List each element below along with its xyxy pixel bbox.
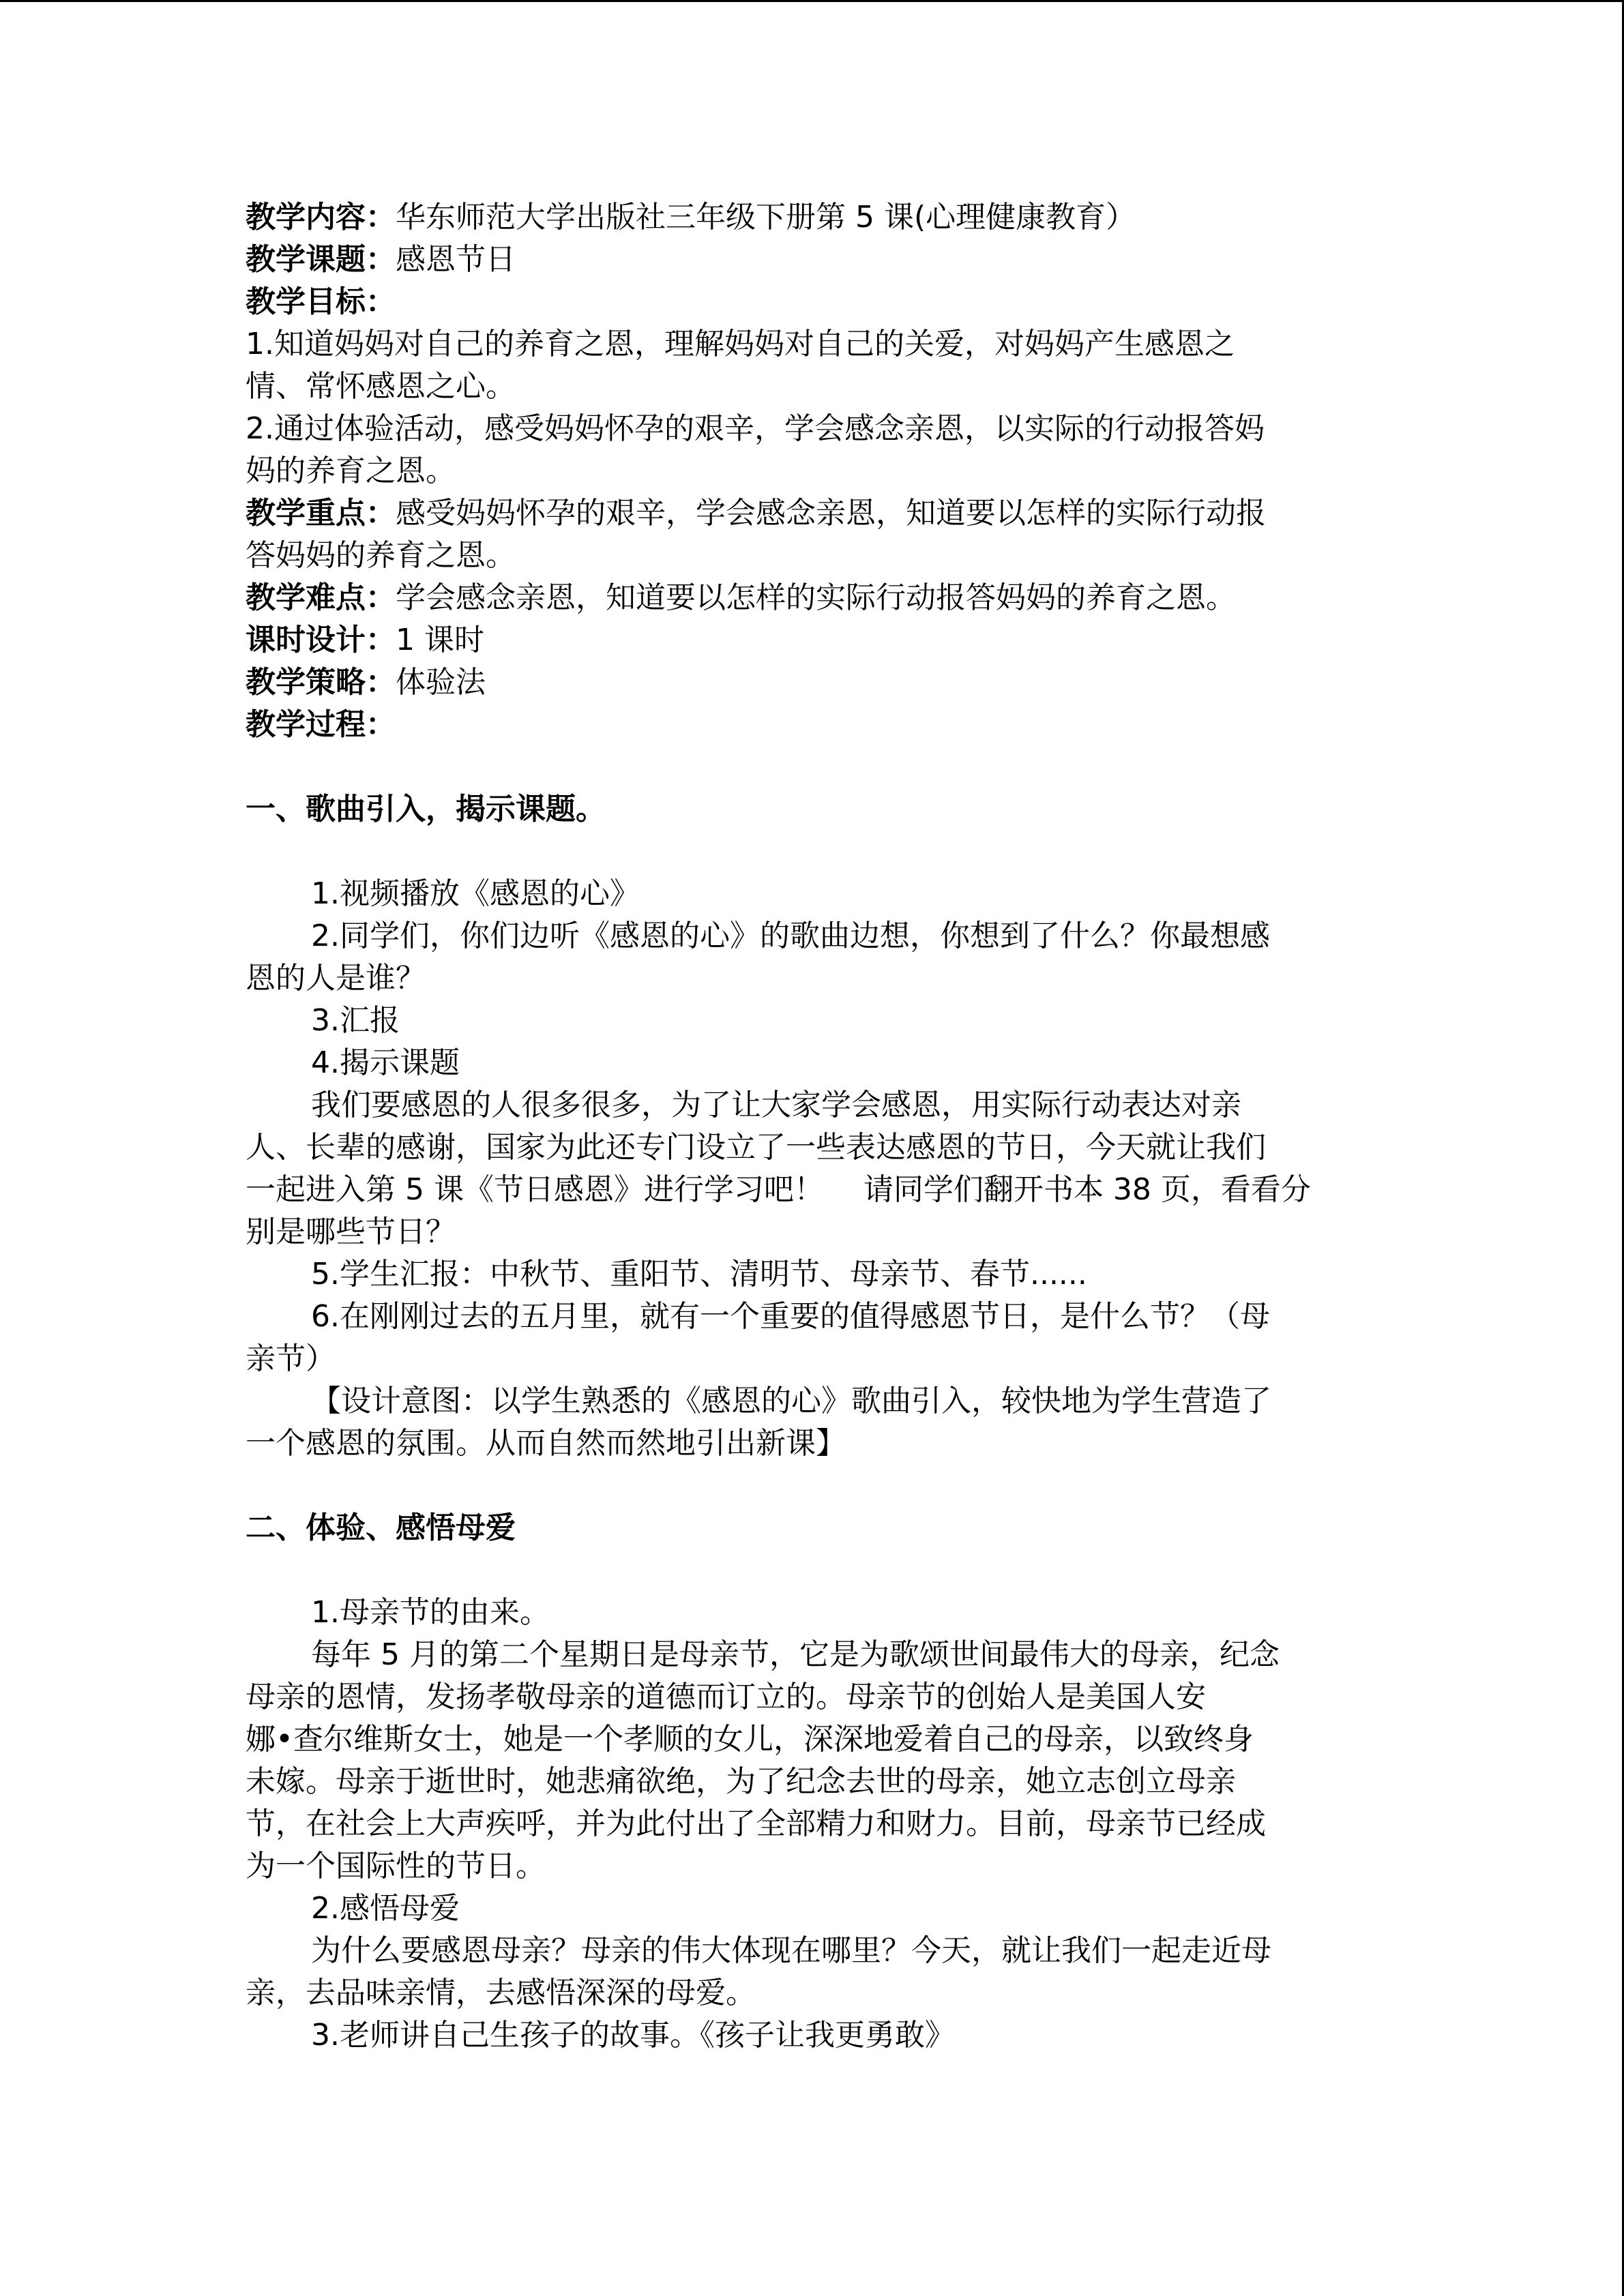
strategy-value: 体验法 xyxy=(396,665,486,700)
paragraph-line: 我们要感恩的人很多很多，为了让大家学会感恩，用实际行动表达对亲 xyxy=(311,1088,1241,1122)
hours-value: 1 课时 xyxy=(396,623,484,657)
key-point-label: 教学重点： xyxy=(246,496,396,531)
hours-row xyxy=(246,619,1378,661)
paragraph-line: 一起进入第 5 课《节日感恩》进行学习吧！ 请同学们翻开书本 38 页，看看分 xyxy=(246,1172,1311,1207)
paragraph-line: 1.视频播放《感恩的心》 xyxy=(311,876,640,911)
paragraph-line: 3.汇报 xyxy=(311,1003,400,1038)
goal-1-line-2: 情、常怀感恩之心。 xyxy=(246,369,516,404)
difficulty-value: 学会感念亲恩，知道要以怎样的实际行动报答妈妈的养育之恩。 xyxy=(396,580,1236,615)
content-label: 教学内容： xyxy=(246,200,396,235)
section-1-title: 一、歌曲引入，揭示课题。 xyxy=(246,792,606,826)
strategy-label: 教学策略： xyxy=(246,665,396,700)
paragraph-line: 5.学生汇报：中秋节、重阳节、清明节、母亲节、春节...... xyxy=(311,1257,1087,1292)
content-row xyxy=(246,196,1378,239)
paragraph-line: 亲，去品味亲情，去感悟深深的母爱。 xyxy=(246,1976,756,2010)
paragraph-line: 3.老师讲自己生孩子的故事。《孩子让我更勇敢》 xyxy=(311,2018,955,2053)
paragraph-line: 【设计意图：以学生熟悉的《感恩的心》歌曲引入，较快地为学生营造了 xyxy=(311,1384,1271,1418)
paragraph-line: 2.同学们，你们边听《感恩的心》的歌曲边想，你想到了什么？你最想感 xyxy=(311,919,1270,953)
paragraph-line: 每年 5 月的第二个星期日是母亲节，它是为歌颂世间最伟大的母亲，纪念 xyxy=(311,1637,1280,1672)
paragraph-line: 恩的人是谁？ xyxy=(246,961,426,996)
goal-2-line-2: 妈的养育之恩。 xyxy=(246,453,456,488)
topic-row xyxy=(246,239,1378,281)
topic-label: 教学课题： xyxy=(246,242,396,277)
hours-label: 课时设计： xyxy=(246,623,396,657)
paragraph-line: 为什么要感恩母亲？母亲的伟大体现在哪里？今天，就让我们一起走近母 xyxy=(311,1933,1271,1968)
paragraph-line: 1.母亲节的由来。 xyxy=(311,1595,550,1630)
paragraph-line: 为一个国际性的节日。 xyxy=(246,1849,546,1883)
topic-value: 感恩节日 xyxy=(396,242,516,277)
difficulty-label: 教学难点： xyxy=(246,580,396,615)
paragraph-line: 母亲的恩情，发扬孝敬母亲的道德而订立的。母亲节的创始人是美国人安 xyxy=(246,1680,1206,1714)
paragraph-line: 人、长辈的感谢，国家为此还专门设立了一些表达感恩的节日，今天就让我们 xyxy=(246,1130,1266,1165)
paragraph-line: 6.在刚刚过去的五月里，就有一个重要的值得感恩节日，是什么节？（母 xyxy=(311,1299,1270,1334)
paragraph-line: 4.揭示课题 xyxy=(311,1045,460,1080)
content-value: 华东师范大学出版社三年级下册第 5 课(心理健康教育） xyxy=(396,200,1136,235)
paragraph-line: 娜•查尔维斯女士，她是一个孝顺的女儿，深深地爱着自己的母亲，以致终身 xyxy=(246,1722,1254,1757)
section-2-body xyxy=(246,1592,1378,2057)
paragraph-line: 别是哪些节日？ xyxy=(246,1214,456,1249)
paragraph-line: 一个感恩的氛围。从而自然而然地引出新课】 xyxy=(246,1426,846,1461)
page-top-border xyxy=(0,0,1624,2)
key-point-value: 感受妈妈怀孕的艰辛，学会感念亲恩，知道要以怎样的实际行动报 xyxy=(396,496,1266,531)
key-point-continuation: 答妈妈的养育之恩。 xyxy=(246,538,516,573)
section-2-title: 二、体验、感悟母爱 xyxy=(246,1510,516,1545)
key-point-row xyxy=(246,492,1378,535)
paragraph-line: 2.感悟母爱 xyxy=(311,1891,460,1926)
goal-1-line-1: 1.知道妈妈对自己的养育之恩，理解妈妈对自己的关爱，对妈妈产生感恩之 xyxy=(246,327,1235,361)
section-1-body xyxy=(246,873,1378,1465)
strategy-row xyxy=(246,661,1378,704)
goals-label: 教学目标： xyxy=(246,284,396,319)
lesson-plan-document xyxy=(246,196,1378,2057)
goal-2-line-1: 2.通过体验活动，感受妈妈怀孕的艰辛，学会感念亲恩，以实际的行动报答妈 xyxy=(246,411,1265,446)
paragraph-line: 未嫁。母亲于逝世时，她悲痛欲绝，为了纪念去世的母亲，她立志创立母亲 xyxy=(246,1764,1236,1799)
paragraph-line: 亲节） xyxy=(246,1341,336,1376)
difficulty-row xyxy=(246,577,1378,619)
paragraph-line: 节，在社会上大声疾呼，并为此付出了全部精力和财力。目前，母亲节已经成 xyxy=(246,1806,1266,1841)
process-label: 教学过程： xyxy=(246,707,396,742)
